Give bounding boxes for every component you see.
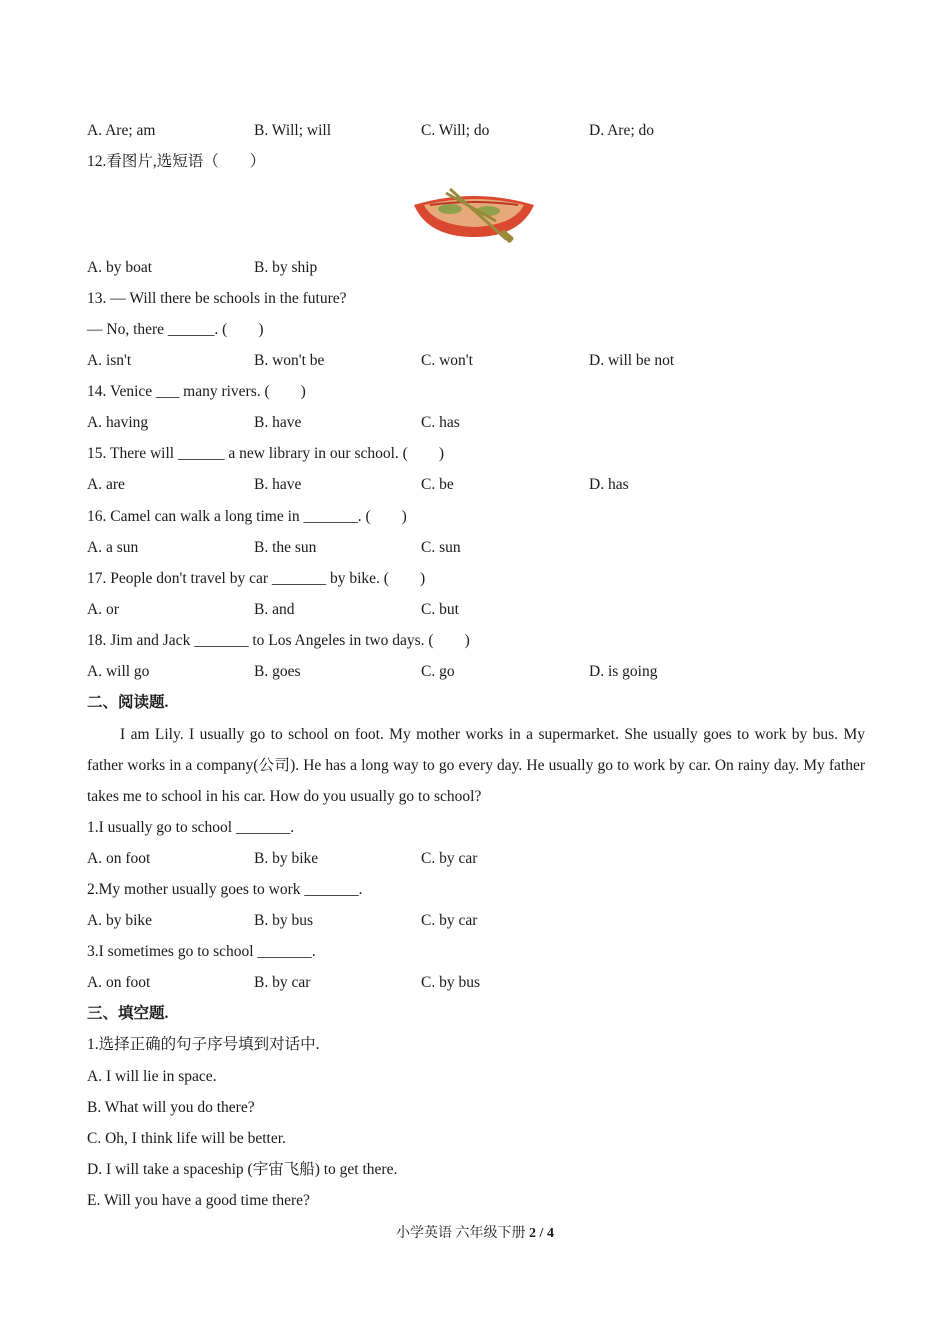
option-b: B. have bbox=[254, 414, 302, 431]
option-b: B. goes bbox=[254, 663, 301, 680]
option-a: A. are bbox=[87, 476, 125, 493]
reading-q3-stem: 3.I sometimes go to school _______. bbox=[87, 943, 316, 960]
option-c: C. sun bbox=[421, 539, 461, 556]
section-heading-fill: 三、填空题. bbox=[87, 1005, 169, 1022]
option-a: A. on foot bbox=[87, 850, 151, 867]
option-c: C. Will; do bbox=[421, 122, 490, 139]
q15-stem: 15. There will ______ a new library in our school. ( ) bbox=[87, 445, 444, 462]
footer-label: 小学英语 六年级下册 bbox=[396, 1226, 530, 1241]
rowboat-icon bbox=[410, 183, 538, 247]
page-footer bbox=[0, 1224, 950, 1244]
option-d: D. will be not bbox=[589, 352, 675, 369]
q13-stem-reply: — No, there ______. ( ) bbox=[87, 321, 264, 338]
page-number: 2 bbox=[529, 1226, 537, 1241]
option-a: A. on foot bbox=[87, 974, 151, 991]
option-a: A. isn't bbox=[87, 352, 132, 369]
option-b: B. won't be bbox=[254, 352, 325, 369]
option-d: D. is going bbox=[589, 663, 658, 680]
q12-stem: 12.看图片,选短语（ ） bbox=[87, 153, 266, 170]
option-c: C. by car bbox=[421, 850, 478, 867]
reading-q2-stem: 2.My mother usually goes to work _______. bbox=[87, 881, 363, 898]
q17-stem: 17. People don't travel by car _______ by bike. ( ) bbox=[87, 570, 426, 587]
reading-passage: I am Lily. I usually go to school on foot. My mother works in a supermarket. She usually goes to work by bus. My father works in a company(公司). He has a long way to go every day. He usually go to work by car. On rainy day. My father takes me to school in his car. How do you usually go to school? bbox=[87, 726, 865, 805]
section-heading-reading: 二、阅读题. bbox=[87, 694, 169, 711]
choice-b: B. What will you do there? bbox=[87, 1099, 255, 1116]
option-c: C. be bbox=[421, 476, 454, 493]
option-c: C. has bbox=[421, 414, 460, 431]
option-a: A. Are; am bbox=[87, 122, 156, 139]
option-c: C. by car bbox=[421, 912, 478, 929]
option-c: C. but bbox=[421, 601, 459, 618]
choice-c: C. Oh, I think life will be better. bbox=[87, 1130, 286, 1147]
option-b: B. by car bbox=[254, 974, 311, 991]
option-a: A. a sun bbox=[87, 539, 139, 556]
option-c: C. by bus bbox=[421, 974, 480, 991]
option-a: A. or bbox=[87, 601, 119, 618]
option-c: C. go bbox=[421, 663, 455, 680]
q16-stem: 16. Camel can walk a long time in _______. ( ) bbox=[87, 508, 407, 525]
option-b: B. the sun bbox=[254, 539, 317, 556]
page-separator: / bbox=[536, 1226, 547, 1241]
option-d: D. has bbox=[589, 476, 629, 493]
option-d: D. Are; do bbox=[589, 122, 655, 139]
fill-q1-stem: 1.选择正确的句子序号填到对话中. bbox=[87, 1036, 320, 1053]
choice-d: D. I will take a spaceship (宇宙飞船) to get there. bbox=[87, 1161, 398, 1178]
option-a: A. by boat bbox=[87, 259, 153, 276]
option-b: B. Will; will bbox=[254, 122, 332, 139]
option-b: B. have bbox=[254, 476, 302, 493]
page-total: 4 bbox=[546, 1226, 554, 1241]
option-c: C. won't bbox=[421, 352, 473, 369]
option-b: B. by bike bbox=[254, 850, 319, 867]
option-b: B. by bus bbox=[254, 912, 313, 929]
q18-stem: 18. Jim and Jack _______ to Los Angeles in two days. ( ) bbox=[87, 632, 470, 649]
reading-q1-stem: 1.I usually go to school _______. bbox=[87, 819, 295, 836]
option-a: A. by bike bbox=[87, 912, 153, 929]
q13-stem: 13. — Will there be schools in the future? bbox=[87, 290, 347, 307]
option-b: B. and bbox=[254, 601, 295, 618]
option-b: B. by ship bbox=[254, 259, 318, 276]
q14-stem: 14. Venice ___ many rivers. ( ) bbox=[87, 383, 306, 400]
option-a: A. will go bbox=[87, 663, 150, 680]
choice-a: A. I will lie in space. bbox=[87, 1068, 217, 1085]
option-a: A. having bbox=[87, 414, 149, 431]
choice-e: E. Will you have a good time there? bbox=[87, 1192, 310, 1209]
